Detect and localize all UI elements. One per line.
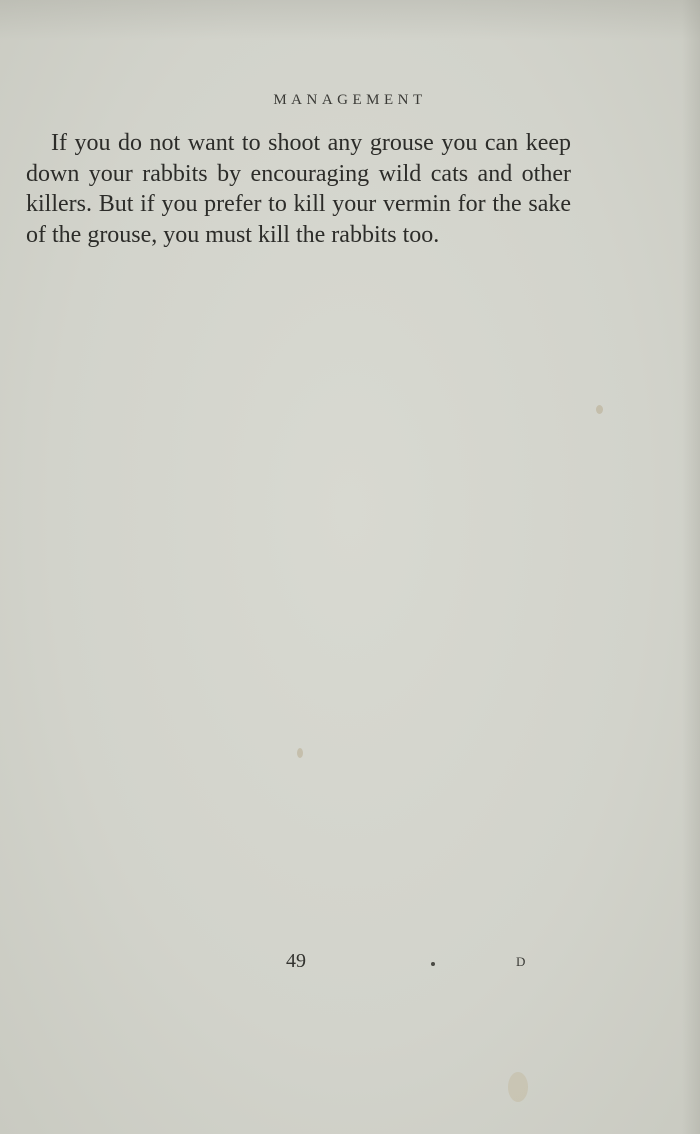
foxing-spot xyxy=(297,748,303,758)
page-edge-shadow xyxy=(0,0,700,40)
printer-dot-mark xyxy=(431,962,435,966)
running-head: MANAGEMENT xyxy=(273,92,427,108)
foxing-spot xyxy=(596,405,603,414)
foxing-spot xyxy=(508,1072,528,1102)
signature-mark: D xyxy=(516,954,527,969)
body-paragraph: If you do not want to shoot any grouse you can keep down your rabbits by encouraging wild cats and other killers. But if you prefer to kill your vermin for the sake of the grouse, you must kill the rabbits too. xyxy=(26,130,571,248)
page-number: 49 xyxy=(286,950,306,972)
gutter-shadow xyxy=(682,0,700,1134)
